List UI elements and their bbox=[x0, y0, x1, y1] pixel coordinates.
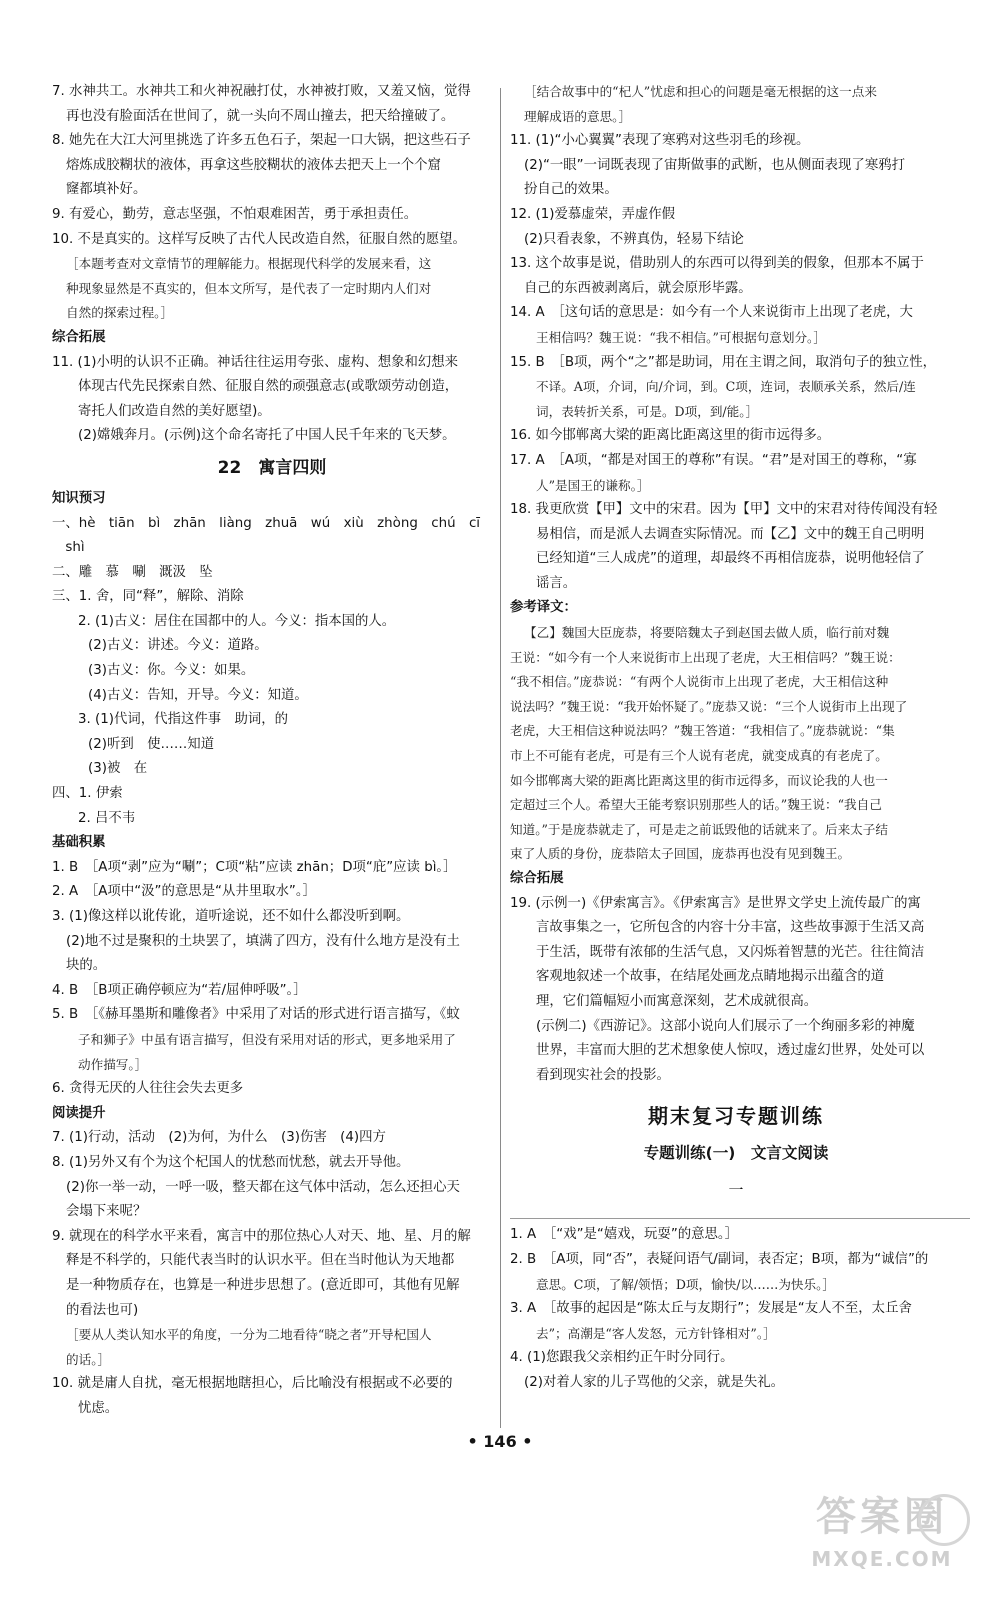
answer-line: 三、1. 舍，同“释”，解除、消除 bbox=[52, 589, 244, 605]
answer-line: 17. A ［A项，“都是对国王的尊称”有误。“君”是对国王的尊称，“寡 bbox=[510, 452, 917, 468]
explanation-line: 意思。C项，了解/领悟；D项，愉快/以……为快乐。］ bbox=[536, 1276, 835, 1292]
answer-line: 块的。 bbox=[66, 958, 107, 974]
answer-line: 16. 如今邯郸离大梁的距离比距离这里的街市远得多。 bbox=[510, 428, 831, 444]
answer-line: (2)嫦娥奔月。(示例)这个命名寄托了中国人民千年来的飞天梦。 bbox=[78, 428, 456, 444]
answer-line: 再也没有脸面活在世间了，就一头向不周山撞去，把天给撞破了。 bbox=[66, 108, 455, 124]
section-heading: 知识预习 bbox=[52, 490, 106, 506]
explanation-line: 说法吗？”魏王说：“我开始怀疑了。”庞恭又说：“三个人说街市上出现了 bbox=[510, 698, 908, 714]
explanation-line: 知道。”于是庞恭就走了，可是走之前诋毁他的话就来了。后来太子结 bbox=[510, 821, 888, 837]
answer-line: (3)被 在 bbox=[88, 761, 148, 777]
section-marker: 一 bbox=[728, 1181, 744, 1200]
explanation-line: 市上不可能有老虎，可是有三个人说有老虎，就变成真的有老虎了。 bbox=[510, 748, 888, 764]
answer-line: (2)对着人家的儿子骂他的父亲，就是失礼。 bbox=[524, 1374, 784, 1390]
answer-line: 寄托人们改造自然的美好愿望)。 bbox=[78, 403, 271, 419]
horizontal-rule bbox=[510, 1218, 970, 1219]
answer-line: 4. (1)您跟我父亲相约正午时分同行。 bbox=[510, 1350, 734, 1366]
explanation-line: 如今邯郸离大梁的距离比距离这里的街市远得多，而议论我的人也一 bbox=[510, 772, 888, 788]
answer-line: 3. (1)像这样以讹传讹，道听途说，还不如什么都没听到啊。 bbox=[52, 909, 410, 924]
explanation-line: 词，表转折关系，可是。D项，到/能。］ bbox=[536, 403, 759, 419]
answer-line: 8. (1)另外又有个为这个杞国人的忧愁而忧愁，就去开导他。 bbox=[52, 1154, 410, 1170]
explanation-line: 老虎，大王相信这种说法吗？”魏王答道：“我相信了。”庞恭就说：“集 bbox=[510, 723, 895, 739]
answer-line: (2)你一举一动，一呼一吸，整天都在这气体中活动，怎么还担心天 bbox=[66, 1179, 460, 1195]
answer-line: 世界，丰富而大胆的艺术想象使人惊叹，透过虚幻世界，处处可以 bbox=[536, 1043, 925, 1059]
explanation-line: 定超过三个人。希望大王能考察识别那些人的话。”魏王说：“我自己 bbox=[510, 797, 882, 813]
section-heading: 阅读提升 bbox=[52, 1105, 106, 1121]
answer-line: 3. A ［故事的起因是“陈太丘与友期行”；发展是“友人不至，太丘舍 bbox=[510, 1301, 912, 1317]
chapter-title: 期末复习专题训练 bbox=[648, 1104, 824, 1129]
answer-line: (2)只看表象，不辨真伪，轻易下结论 bbox=[524, 231, 744, 247]
watermark-logo bbox=[782, 1488, 982, 1584]
section-heading: 参考译文： bbox=[510, 600, 577, 616]
answer-line: 10. 不是真实的。这样写反映了古代人民改造自然，征服自然的愿望。 bbox=[52, 231, 466, 247]
answer-line: 熔炼成胶糊状的液体，再拿这些胶糊状的液体去把天上一个个窟 bbox=[66, 157, 441, 173]
answer-line: 13. 这个故事是说，借助别人的东西可以得到美的假象，但那本不属于 bbox=[510, 256, 924, 272]
answer-line: 体现古代先民探索自然、征服自然的顽强意志(或歌颂劳动创造， bbox=[78, 379, 459, 395]
answer-line: 窿都填补好。 bbox=[66, 182, 147, 198]
answer-line: 9. 就现在的科学水平来看，寓言中的那位热心人对天、地、星、月的解 bbox=[52, 1228, 471, 1244]
answer-line: 3. (1)代词，代指这件事 助词，的 bbox=[78, 712, 289, 728]
answer-line: 2. (1)古义：居住在国都中的人。今义：指本国的人。 bbox=[78, 613, 396, 629]
explanation-line: 种现象显然是不真实的，但本文所写，是代表了一定时期内人们对 bbox=[66, 280, 432, 296]
answer-line: 四、1. 伊索 bbox=[52, 786, 123, 802]
answer-line: 看到现实社会的投影。 bbox=[536, 1067, 670, 1083]
left-column bbox=[52, 80, 492, 1421]
explanation-line: 的话。］ bbox=[66, 1351, 111, 1367]
answer-line: 11. (1)小明的认识不正确。神话往往运用夸张、虚构、想象和幻想来 bbox=[52, 354, 459, 370]
answer-line: 谣言。 bbox=[536, 575, 577, 591]
answer-line: 易相信，而是派人去调查实际情况。而【乙】文中的魏王自己明明 bbox=[536, 526, 925, 542]
explanation-line: 子和狮子》中虽有语言描写，但没有采用对话的形式，更多地采用了 bbox=[78, 1031, 456, 1047]
answer-line: 理，它们篇幅短小而寓意深刻，艺术成就很高。 bbox=[536, 993, 818, 1009]
answer-line: 1. B ［A项“剥”应为“唰”；C项“粘”应读 zhān；D项“庇”应读 bì。］ bbox=[52, 859, 457, 875]
explanation-line: 动作描写。］ bbox=[78, 1056, 148, 1072]
answer-line: 客观地叙述一个故事，在结尾处画龙点睛地揭示出蕴含的道 bbox=[536, 969, 885, 985]
explanation-line: 束了人质的身份，庞恭陪太子回国，庞恭再也没有见到魏王。 bbox=[510, 846, 851, 862]
watermark-badge-icon bbox=[918, 1494, 970, 1546]
answer-line: 2. B ［A项，同“否”，表疑问语气/副词，表否定；B项，都为“诚信”的 bbox=[510, 1251, 929, 1267]
explanation-line: 理解成语的意思。］ bbox=[524, 108, 632, 124]
lesson-title: 22 寓言四则 bbox=[217, 457, 327, 478]
answer-line: 9. 有爱心，勤劳，意志坚强，不怕艰难困苦，勇于承担责任。 bbox=[52, 206, 418, 222]
answer-line: 6. 贪得无厌的人往往会失去更多 bbox=[52, 1081, 244, 1097]
column-divider bbox=[500, 88, 501, 1428]
answer-line: 扮自己的效果。 bbox=[524, 182, 618, 198]
explanation-line: 王说：“如今有一个人来说街市上出现了老虎，大王相信吗？”魏王说： bbox=[510, 649, 901, 665]
spacer bbox=[510, 1088, 962, 1096]
right-column bbox=[510, 80, 962, 1396]
answer-line: 2. 吕不韦 bbox=[78, 810, 136, 826]
subchapter-title: 专题训练(一) 文言文阅读 bbox=[643, 1144, 829, 1163]
answer-line: 忧虑。 bbox=[78, 1400, 119, 1416]
answer-line: 自己的东西被剥离后，就会原形毕露。 bbox=[524, 280, 752, 296]
section-heading: 基础积累 bbox=[52, 835, 106, 851]
watermark-url: MXQE.COM bbox=[811, 1547, 953, 1571]
answer-line: (示例二)《西游记》。这部小说向人们展示了一个绚丽多彩的神魔 bbox=[536, 1018, 915, 1034]
answer-line: 会塌下来呢？ bbox=[66, 1204, 147, 1220]
answer-line: 二、雕 慕 唰 溉汲 坠 bbox=[52, 564, 213, 580]
section-heading: 综合拓展 bbox=[510, 871, 564, 886]
explanation-line: 【乙】魏国大臣庞恭，将要陪魏太子到赵国去做人质，临行前对魏 bbox=[524, 625, 890, 641]
answer-line: 4. B ［B项正确停顿应为“若/屈伸呼吸”。］ bbox=[52, 982, 307, 998]
answer-line: (3)古义：你。今义：如果。 bbox=[88, 663, 255, 679]
answer-line: 1. A ［“戏”是“嬉戏，玩耍”的意思。］ bbox=[510, 1227, 739, 1243]
answer-line: 言故事集之一，它所包含的内容十分丰富，这些故事源于生活又高 bbox=[536, 920, 925, 936]
explanation-line: 人”是国王的谦称。］ bbox=[536, 477, 650, 493]
answer-line: 一、hè tiān bì zhān liàng zhuā wú xiù zhòng chú cī bbox=[52, 515, 481, 531]
section-heading: 综合拓展 bbox=[52, 329, 106, 345]
answer-line: 是一种物质存在，也算是一种进步思想了。(意近即可，其他有见解 bbox=[66, 1277, 460, 1293]
answer-line: 8. 她先在大江大河里挑选了许多五色石子，架起一口大锅，把这些石子 bbox=[52, 133, 471, 149]
answer-line: 已经知道“三人成虎”的道理，却最终不再相信庞恭，说明他轻信了 bbox=[536, 551, 925, 567]
page-number: • 146 • bbox=[467, 1432, 533, 1451]
answer-line: 的看法也可) bbox=[66, 1302, 139, 1318]
explanation-line: 王相信吗？魏王说：“我不相信。”可根据句意划分。］ bbox=[536, 329, 826, 345]
answer-line: 2. A ［A项中“汲”的意思是“从井里取水”。］ bbox=[52, 884, 316, 900]
answer-line: (2)地不过是聚积的土块罢了，填满了四方，没有什么地方是没有土 bbox=[66, 933, 460, 949]
explanation-line: 不译。A项，介词，向/介词，到。C项，连词，表顺承关系，然后/连 bbox=[536, 379, 916, 395]
answer-line: 于生活，既带有浓郁的生活气息，又闪烁着智慧的光芒。往往简洁 bbox=[536, 944, 925, 960]
answer-line: 18. 我更欣赏【甲】文中的宋君。因为【甲】文中的宋君对待传闻没有轻 bbox=[510, 502, 938, 518]
answer-line: 5. B ［《赫耳墨斯和雕像者》中采用了对话的形式进行语言描写，《蚊 bbox=[52, 1007, 460, 1023]
answer-line: 7. (1)行动，活动 (2)为何，为什么 (3)伤害 (4)四方 bbox=[52, 1130, 386, 1146]
explanation-line: 自然的探索过程。］ bbox=[66, 305, 174, 321]
answer-line: (2)古义：讲述。今义：道路。 bbox=[88, 638, 268, 654]
answer-line: 19. (示例一)《伊索寓言》。《伊索寓言》是世界文学史上流传最广的寓 bbox=[510, 895, 921, 911]
answer-line: 释是不科学的，只能代表当时的认识水平。但在当时他认为天地都 bbox=[66, 1253, 455, 1269]
answer-line: shì bbox=[52, 540, 85, 556]
explanation-line: 去”；高潮是“客人发怒，元方针锋相对”。］ bbox=[536, 1325, 776, 1341]
explanation-line: ［要从人类认知水平的角度，一分为二地看待“晓之者”开导杞国人 bbox=[66, 1327, 432, 1343]
explanation-line: ［结合故事中的“杞人”忧虑和担心的问题是毫无根据的这一点来 bbox=[524, 84, 877, 99]
answer-line: (2)听到 使……知道 bbox=[88, 736, 215, 752]
answer-line: 11. (1)“小心翼翼”表现了寒鸦对这些羽毛的珍视。 bbox=[510, 133, 810, 149]
watermark-text: 答案圈 bbox=[816, 1494, 948, 1540]
explanation-line: ［本题考查对文章情节的理解能力。根据现代科学的发展来看，这 bbox=[66, 256, 432, 272]
answer-line: (4)古义：告知，开导。今义：知道。 bbox=[88, 687, 308, 703]
answer-line: (2)“一眼”一词既表现了宙斯做事的武断，也从侧面表现了寒鸦打 bbox=[524, 157, 905, 173]
answer-line: 12. (1)爱慕虚荣，弄虚作假 bbox=[510, 206, 676, 222]
explanation-line: “我不相信。”庞恭说：“有两个人说街市上出现了老虎，大王相信这种 bbox=[510, 674, 889, 690]
answer-line: 15. B ［B项，两个“之”都是助词，用在主谓之间，取消句子的独立性， bbox=[510, 354, 937, 370]
answer-line: 14. A ［这句话的意思是：如今有一个人来说街市上出现了老虎，大 bbox=[510, 305, 913, 321]
answer-line: 10. 就是庸人自扰，毫无根据地瞎担心，后比喻没有根据或不必要的 bbox=[52, 1376, 453, 1392]
answer-line: 7. 水神共工。水神共工和火神祝融打仗，水神被打败，又羞又恼，觉得 bbox=[52, 84, 471, 99]
